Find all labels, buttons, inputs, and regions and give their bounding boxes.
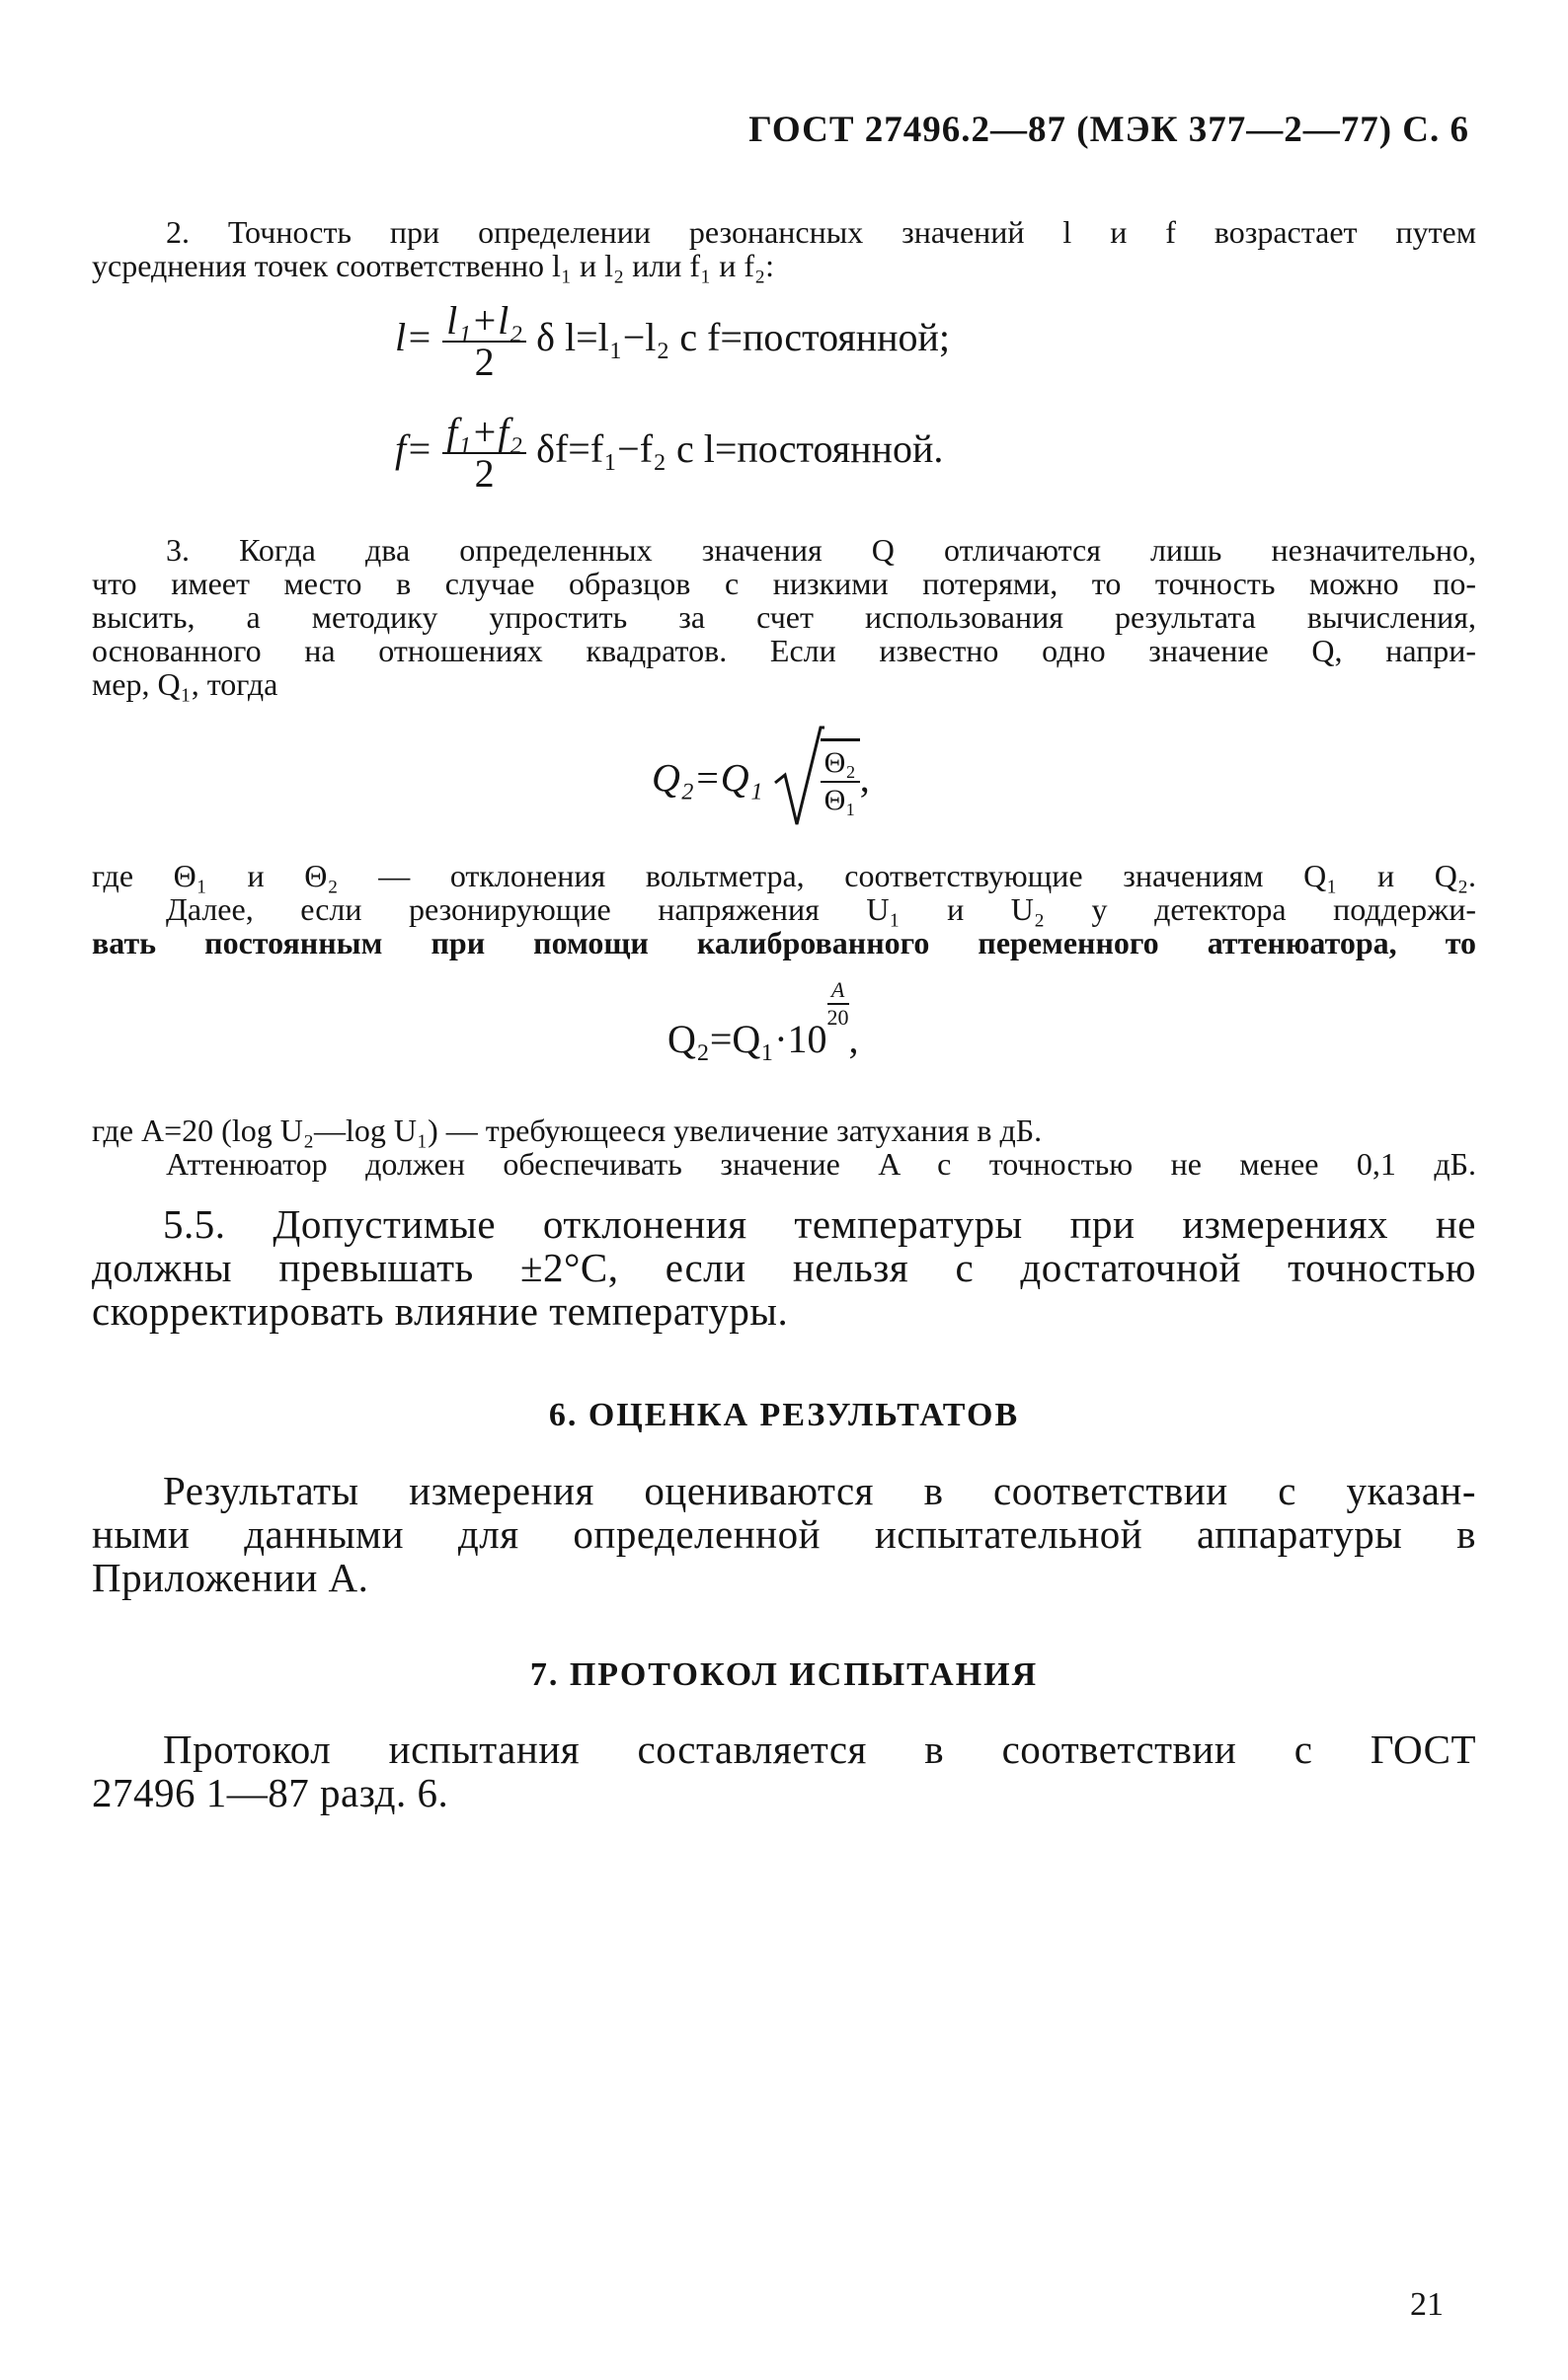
formula-l-delta: δ l=l₁−l₂ с f=постоянной; — [536, 315, 951, 360]
formula-exp-exponent-numerator: A — [827, 977, 849, 1005]
section-7-line-2: 27496 1—87 разд. 6. — [92, 1770, 449, 1815]
formula-sqrt-fraction — [821, 738, 860, 818]
formula-f-numerator: f₁+f₂ — [442, 413, 526, 454]
page-number: 21 — [1410, 2286, 1444, 2323]
section-5-5-line-1: 5.5. Допустимые отклонения температуры при измерениях не — [163, 1201, 1476, 1247]
sqrt-sign-icon — [773, 726, 824, 830]
formula-l-denominator: 2 — [474, 340, 495, 384]
formula-exp-tail: , — [848, 1017, 859, 1061]
section-7-line-1: Протокол испытания составляется в соответствии с ГОСТ — [163, 1727, 1476, 1772]
note3-line-2: что имеет место в случае образцов с низкими потерями, то точность можно по- — [92, 566, 1476, 601]
section-5-5-line-2: должны превышать ±2°С, если нельзя с достаточной точностью — [92, 1245, 1476, 1290]
formula-sqrt-denominator: Θ₁ — [823, 783, 856, 816]
note2-line-2: усреднения точек соответственно l₁ и l₂ или f₁ и f₂: — [92, 248, 775, 283]
note3-line-4: основанного на отношениях квадратов. Если известно одно значение Q, напри- — [92, 633, 1476, 668]
formula-exp-lhs: Q₂=Q₁·10 — [667, 1017, 827, 1061]
section-6-line-2: ными данными для определенной испытательной аппаратуры в — [92, 1511, 1476, 1557]
formula-exp-exponent-denominator: 20 — [826, 1005, 849, 1030]
section-6-line-1: Результаты измерения оцениваются в соответствии с указан- — [163, 1468, 1476, 1513]
note3-line-3: высить, а методику упростить за счет использования результата вычисления, — [92, 599, 1476, 635]
note3-cont-line-1: где Θ₁ и Θ₂ — отклонения вольтметра, соответствующие значениям Q₁ и Q₂. — [92, 858, 1476, 893]
section-6-body — [92, 1469, 1476, 1599]
note3-cont-line-2: Далее, если резонирующие напряжения U₁ и U₂ у детектора поддержи- — [166, 891, 1476, 927]
formula-exp — [667, 977, 859, 1062]
section-6-heading: 6. ОЦЕНКА РЕЗУЛЬТАТОВ — [548, 1397, 1020, 1433]
section-7-heading: 7. ПРОТОКОЛ ИСПЫТАНИЯ — [529, 1656, 1039, 1693]
section-6-line-3: Приложении А. — [92, 1555, 369, 1600]
note3-line-1: 3. Когда два определенных значения Q отличаются лишь незначительно, — [166, 532, 1476, 568]
formula-l-lhs: l= — [395, 315, 433, 360]
note3-continued — [92, 859, 1476, 960]
note2-line-1: 2. Точность при определении резонансных значений l и f возрастает путем — [166, 214, 1476, 250]
note3-end-line-2: Аттенюатор должен обеспечивать значение A с точностью не менее 0,1 дБ. — [166, 1146, 1476, 1182]
formula-sqrt-numerator: Θ₂ — [821, 745, 860, 783]
section-5-5 — [92, 1202, 1476, 1333]
note3-end-line-1: где A=20 (log U₂—log U₁) — требующееся увеличение затухания в дБ. — [92, 1113, 1043, 1148]
formula-f-lhs: f= — [395, 426, 433, 472]
note2 — [92, 215, 1476, 282]
note3-cont-line-3: вать постоянным при помощи калиброванного переменного аттенюатора, то — [92, 925, 1476, 960]
formula-sqrt — [652, 726, 870, 830]
note3 — [92, 533, 1476, 701]
note3-line-5: мер, Q₁, тогда — [92, 666, 278, 702]
page-header: ГОСТ 27496.2—87 (МЭК 377—2—77) С. 6 — [748, 110, 1469, 150]
formula-f-fraction — [442, 410, 526, 496]
formula-l-numerator: l₁+l₂ — [442, 301, 526, 343]
formula-f-delta: δf=f₁−f₂ с l=постоянной. — [536, 426, 944, 472]
section-5-5-line-3: скорректировать влияние температуры. — [92, 1288, 789, 1334]
formula-sqrt-lhs: Q₂=Q₁ — [652, 755, 763, 801]
formula-f-denominator: 2 — [474, 451, 495, 496]
formula-exp-exponent — [827, 977, 849, 1031]
formula-f — [395, 410, 944, 496]
section-7-body — [92, 1727, 1476, 1814]
note3-end — [92, 1113, 1476, 1181]
formula-sqrt-tail: , — [859, 755, 870, 801]
formula-l — [395, 298, 951, 384]
formula-l-fraction — [442, 298, 526, 384]
